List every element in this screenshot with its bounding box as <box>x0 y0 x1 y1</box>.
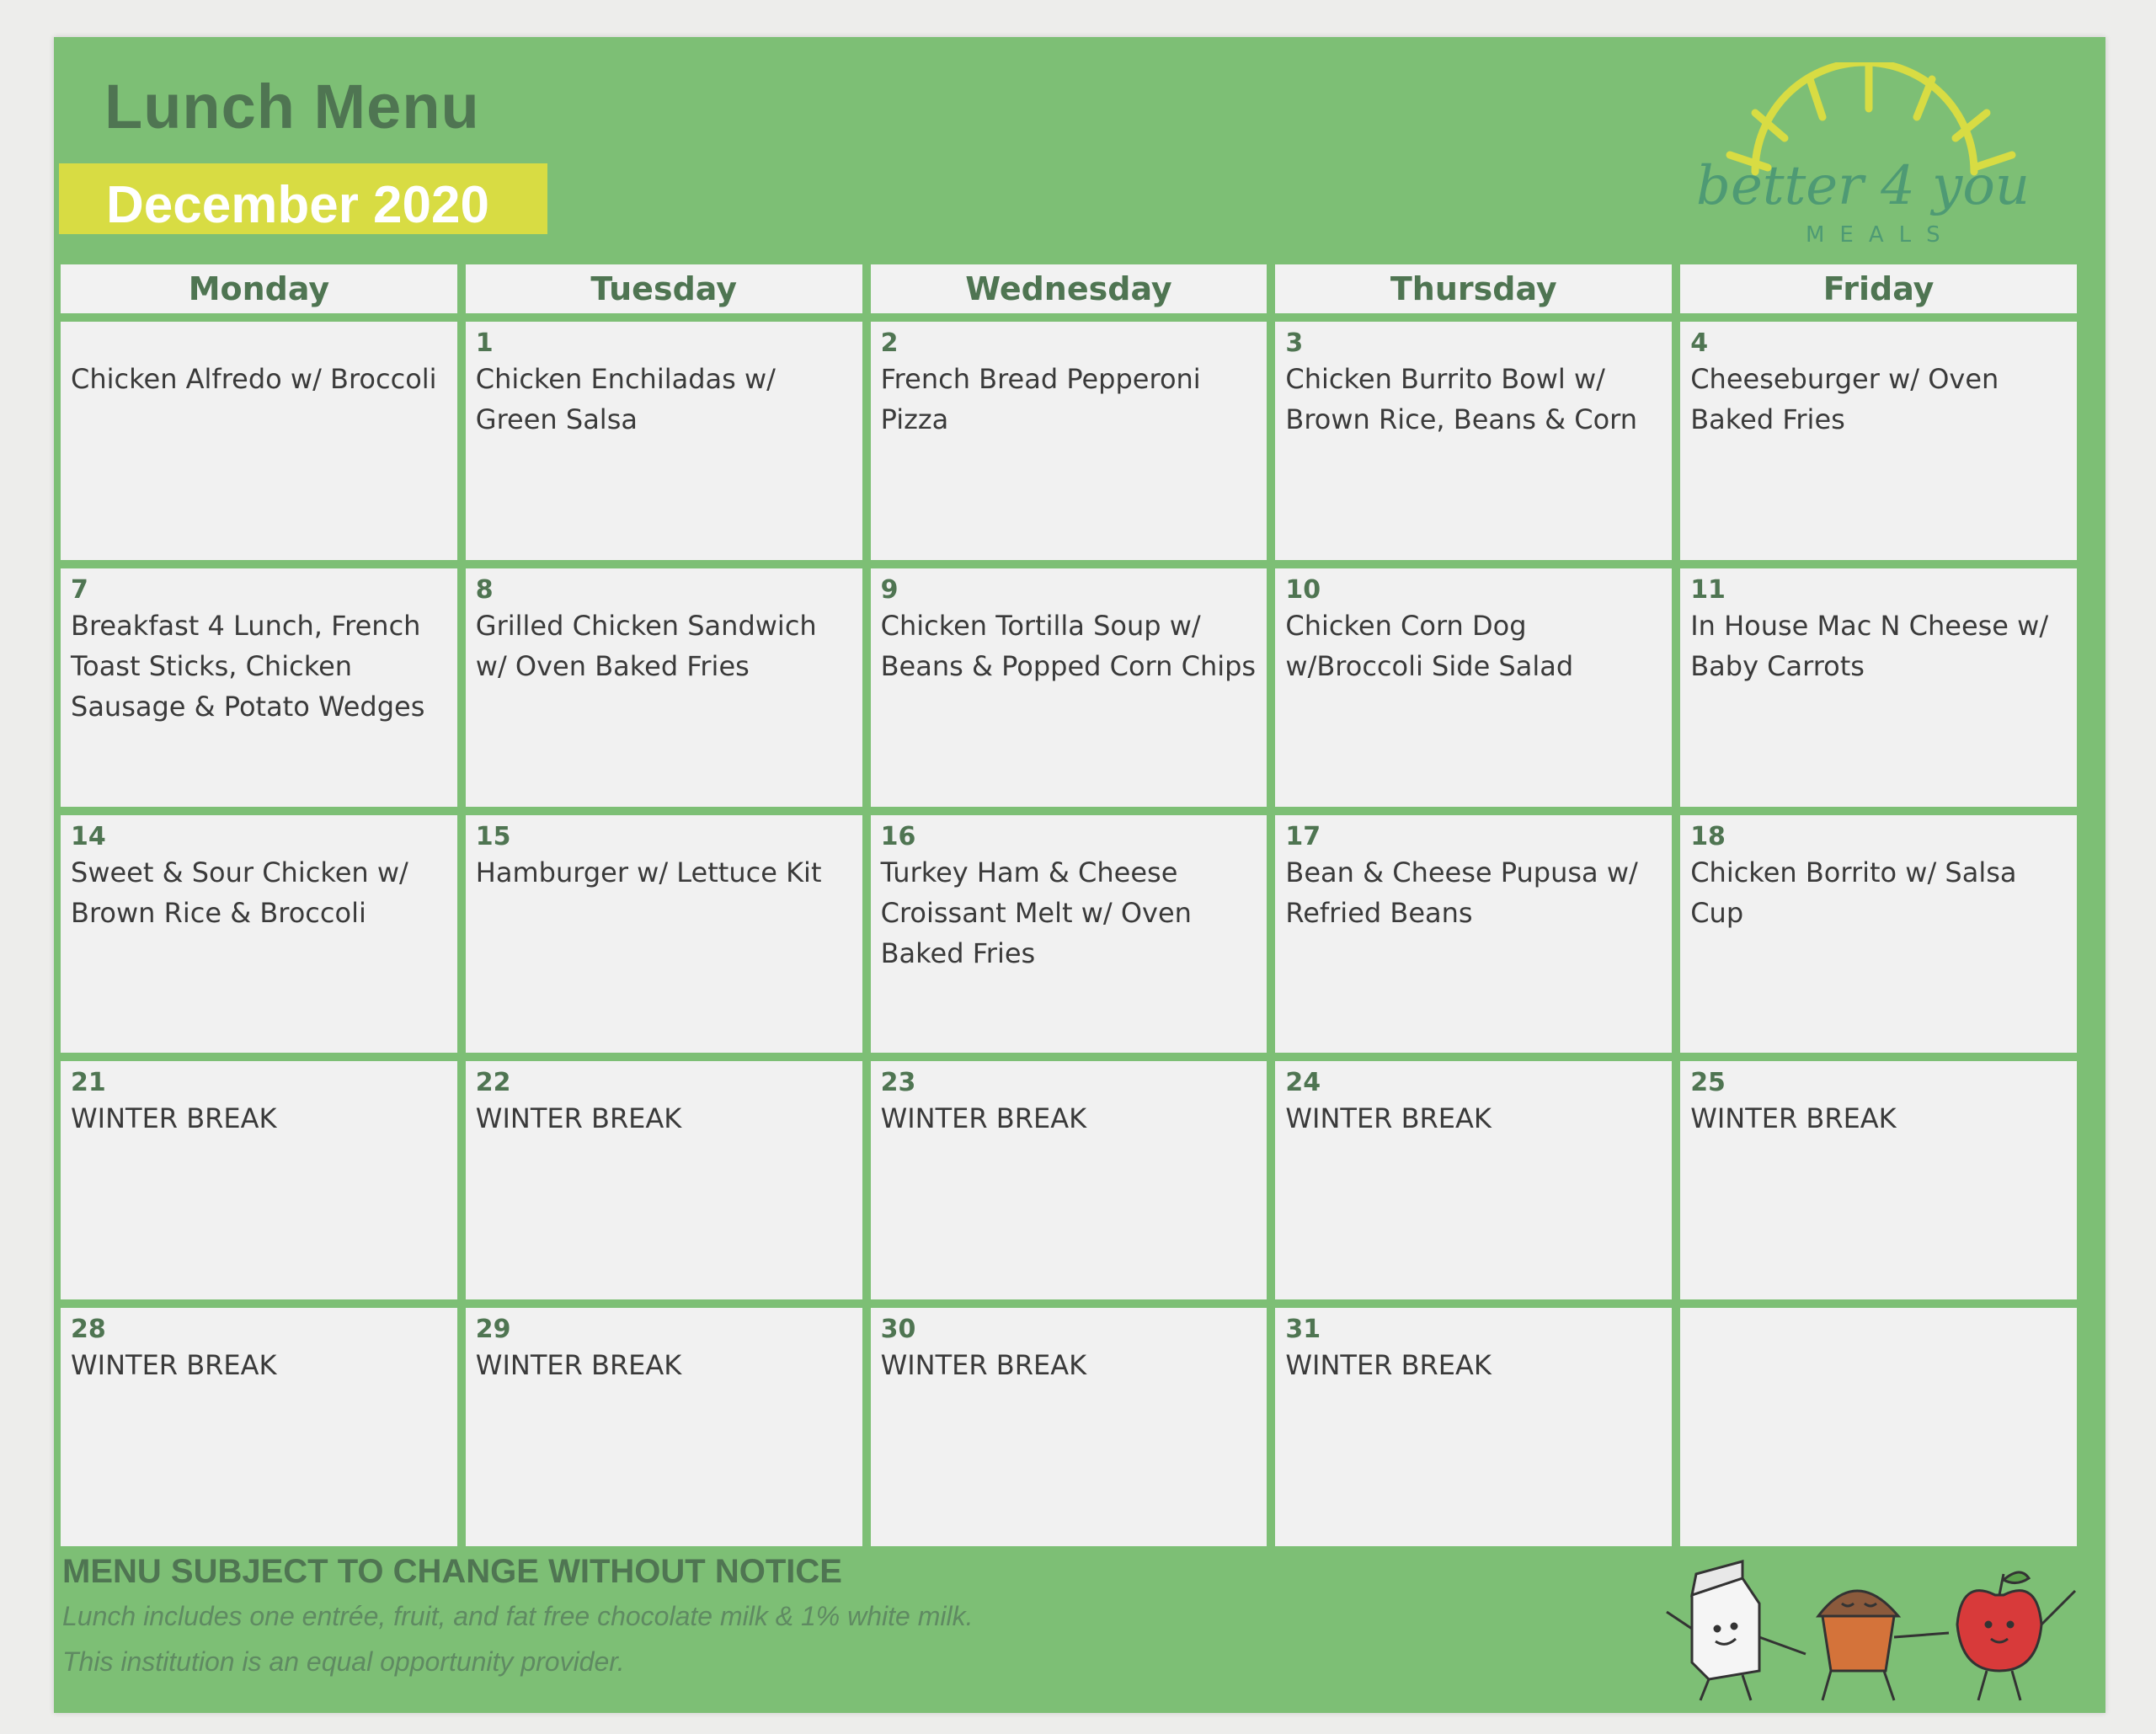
date-number: 3 <box>1285 328 1304 358</box>
date-number: 14 <box>71 821 106 851</box>
day-header-thursday: Thursday <box>1275 264 1672 313</box>
calendar-cell <box>1275 1308 1672 1546</box>
logo-text: better 4 you <box>1696 155 2031 217</box>
meal-text: WINTER BREAK <box>880 1349 1087 1382</box>
meal-text: Chicken Burrito Bowl w/ Brown Rice, Beans & Corn <box>1285 363 1638 435</box>
date-number: 30 <box>880 1315 916 1345</box>
date-number: 31 <box>1285 1315 1321 1345</box>
calendar-cell <box>61 815 457 1054</box>
meal-text: Sweet & Sour Chicken w/ Brown Rice & Broccoli <box>71 856 408 929</box>
calendar-cell <box>61 568 457 807</box>
date-number: 29 <box>475 1315 511 1345</box>
calendar-cell <box>61 322 457 560</box>
calendar-cell <box>1680 815 2077 1054</box>
footer <box>62 1553 1241 1689</box>
calendar-cell <box>871 1061 1267 1299</box>
calendar-cell <box>466 568 862 807</box>
meal-text: Chicken Tortilla Soup w/ Beans & Popped Corn Chips <box>880 609 1257 682</box>
calendar-cell <box>466 1061 862 1299</box>
date-number: 21 <box>71 1068 106 1098</box>
calendar-cell <box>871 1308 1267 1546</box>
date-number: 10 <box>1285 574 1321 605</box>
calendar-cell <box>1275 1061 1672 1299</box>
date-number: 8 <box>475 574 494 605</box>
meal-text: In House Mac N Cheese w/ Baby Carrots <box>1690 609 2049 682</box>
date-number: 11 <box>1690 574 1726 605</box>
change-notice: MENU SUBJECT TO CHANGE WITHOUT NOTICE <box>62 1553 842 1590</box>
date-number: 2 <box>880 328 899 358</box>
calendar-cell <box>1680 322 2077 560</box>
meal-text: Chicken Corn Dog w/Broccoli Side Salad <box>1285 609 1574 682</box>
calendar-cell <box>466 1308 862 1546</box>
date-number: 1 <box>475 328 494 358</box>
date-number: 7 <box>71 574 88 605</box>
calendar-cell <box>1680 1061 2077 1299</box>
calendar-cell <box>871 322 1267 560</box>
calendar-cell <box>871 815 1267 1054</box>
date-number: 25 <box>1690 1068 1726 1098</box>
calendar-cell <box>466 322 862 560</box>
date-number: 23 <box>880 1068 916 1098</box>
meal-text: WINTER BREAK <box>1285 1102 1492 1135</box>
page-title: Lunch Menu <box>104 72 480 141</box>
day-header-monday: Monday <box>61 264 457 313</box>
date-number: 9 <box>880 574 899 605</box>
calendar-grid <box>61 264 2077 1546</box>
meal-text: Hamburger w/ Lettuce Kit <box>475 856 822 888</box>
logo-subtext: MEALS <box>1806 222 1956 248</box>
meal-text: Breakfast 4 Lunch, French Toast Sticks, Chicken Sausage & Potato Wedges <box>71 609 425 723</box>
meal-text: WINTER BREAK <box>1690 1102 1897 1135</box>
meal-text: Cheeseburger w/ Oven Baked Fries <box>1690 363 1999 435</box>
meal-text: WINTER BREAK <box>1285 1349 1492 1382</box>
date-number: 18 <box>1690 821 1726 851</box>
month-label: December 2020 <box>106 176 489 234</box>
apple-icon <box>1957 1572 2075 1700</box>
calendar-cell <box>1275 322 1672 560</box>
muffin-icon <box>1818 1591 1949 1700</box>
date-number: 4 <box>1690 328 1709 358</box>
brand-logo <box>1696 62 2050 281</box>
date-number: 24 <box>1285 1068 1321 1098</box>
meal-text: Bean & Cheese Pupusa w/ Refried Beans <box>1285 856 1638 929</box>
calendar-cell <box>61 1308 457 1546</box>
calendar-cell <box>1275 815 1672 1054</box>
date-number <box>71 328 447 359</box>
meal-text: WINTER BREAK <box>475 1349 682 1382</box>
date-number: 15 <box>475 821 511 851</box>
month-banner <box>59 163 547 234</box>
day-header-tuesday: Tuesday <box>466 264 862 313</box>
meal-text: Chicken Alfredo w/ Broccoli <box>71 363 437 395</box>
calendar-cell <box>1680 568 2077 807</box>
menu-sheet <box>54 37 2105 1713</box>
date-number: 16 <box>880 821 916 851</box>
date-number: 17 <box>1285 821 1321 851</box>
meal-text: Chicken Enchiladas w/ Green Salsa <box>475 363 776 435</box>
day-header-wednesday: Wednesday <box>871 264 1267 313</box>
calendar-cell <box>871 568 1267 807</box>
lunch-includes-note: Lunch includes one entrée, fruit, and fat free chocolate milk & 1% white milk. <box>62 1601 974 1631</box>
date-number <box>1690 1315 2067 1345</box>
calendar-cell <box>466 815 862 1054</box>
meal-text: WINTER BREAK <box>475 1102 682 1135</box>
date-number: 28 <box>71 1315 106 1345</box>
food-characters-illustration <box>1658 1545 2096 1705</box>
meal-text: Grilled Chicken Sandwich w/ Oven Baked Fries <box>475 609 817 682</box>
equal-opportunity-note: This institution is an equal opportunity provider. <box>62 1646 625 1677</box>
milk-carton-icon <box>1667 1561 1806 1700</box>
calendar-cell <box>1680 1308 2077 1546</box>
meal-text: Chicken Borrito w/ Salsa Cup <box>1690 856 2017 929</box>
meal-text: WINTER BREAK <box>71 1102 277 1135</box>
day-header-friday: Friday <box>1680 264 2077 313</box>
date-number: 22 <box>475 1068 511 1098</box>
meal-text: WINTER BREAK <box>880 1102 1087 1135</box>
meal-text: Turkey Ham & Cheese Croissant Melt w/ Oven Baked Fries <box>880 856 1192 969</box>
meal-text: WINTER BREAK <box>71 1349 277 1382</box>
calendar-cell <box>61 1061 457 1299</box>
calendar-cell <box>1275 568 1672 807</box>
meal-text: French Bread Pepperoni Pizza <box>880 363 1201 435</box>
